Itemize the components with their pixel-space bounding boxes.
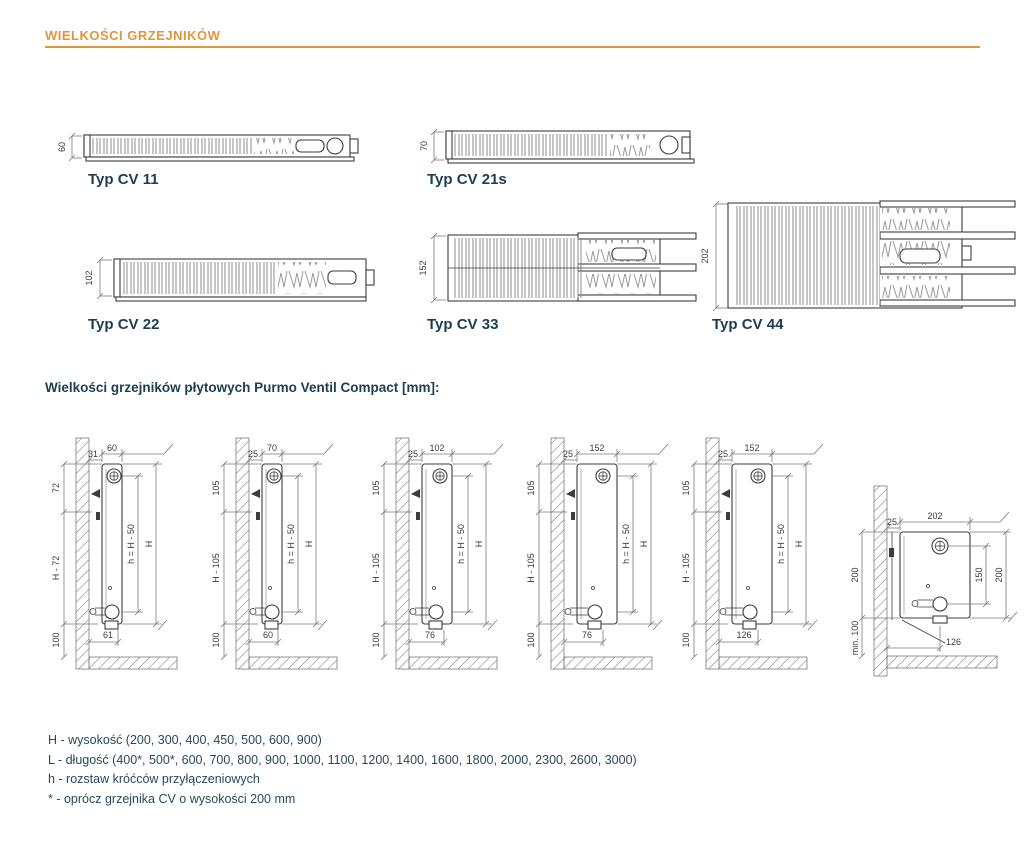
dim-top-width: 152 <box>589 443 605 453</box>
dim-middle: H - 105 <box>526 553 536 583</box>
cv11-type-label: Typ CV 11 <box>88 171 159 188</box>
cv22-height-dim: 102 <box>84 270 94 286</box>
cv11-side-diagram <box>46 424 201 692</box>
dim-middle: H - 105 <box>211 553 221 583</box>
cv21s-side-diagram <box>206 424 361 692</box>
dim-height-H: H <box>304 540 314 548</box>
dim-lower: 100 <box>51 632 61 648</box>
dim-height-H: H <box>639 540 649 548</box>
dim-wall-offset: 25 <box>717 449 729 459</box>
dim-top-width: 102 <box>429 443 445 453</box>
cv44-height-dim: 202 <box>700 248 710 264</box>
cv11-height-dim: 60 <box>57 141 67 153</box>
dim-top-width: 60 <box>106 443 118 453</box>
dim-top-width: 70 <box>266 443 278 453</box>
footnotes <box>48 731 637 809</box>
dim-middle: H - 105 <box>681 553 691 583</box>
dim-pipe-spacing: h = H - 50 <box>126 524 136 564</box>
dim-min-floor-clearance: min. 100 <box>850 620 860 656</box>
dim-bottom: 126 <box>736 630 752 640</box>
cv21s-cross-section-diagram <box>408 120 708 174</box>
dim-bottom: 60 <box>262 630 274 640</box>
dim-pipe-spacing: 150 <box>974 567 984 583</box>
dim-height-H: H <box>474 540 484 548</box>
page-title: WIELKOŚCI GRZEJNIKÓW <box>45 28 221 43</box>
dim-wall-offset: 31 <box>87 449 99 459</box>
cv21s-height-dim: 70 <box>419 140 429 152</box>
cv22-type-label: Typ CV 22 <box>88 316 160 333</box>
dim-wall-offset: 25 <box>247 449 259 459</box>
dim-upper: 105 <box>371 480 381 496</box>
dim-bottom: 76 <box>424 630 436 640</box>
cv11-cross-section-diagram <box>57 124 360 174</box>
dim-right-height: 200 <box>994 567 1004 583</box>
dim-pipe-spacing: h = H - 50 <box>621 524 631 564</box>
footnote-asterisk: * - oprócz grzejnika CV o wysokości 200 mm <box>48 791 296 806</box>
dim-bottom: 76 <box>581 630 593 640</box>
cv22-side-diagram <box>366 424 521 692</box>
dim-upper: 72 <box>51 482 61 494</box>
footnote-length: L - długość (400*, 500*, 600, 700, 800, 900, 1000, 1100, 1200, 1400, 1600, 1800, 2000, 2300, 2600, 3000) <box>48 752 637 767</box>
footnote-height: H - wysokość (200, 300, 400, 450, 500, 600, 900) <box>48 733 322 747</box>
title-underline <box>45 46 980 48</box>
cv44-type-label: Typ CV 44 <box>712 316 784 333</box>
dim-left-height: 200 <box>850 567 860 583</box>
dim-height-H: H <box>144 540 154 548</box>
dim-pipe-spacing: h = H - 50 <box>456 524 466 564</box>
dim-height-H: H <box>794 540 804 548</box>
cv33-cross-section-diagram <box>408 224 708 320</box>
dim-pipe-spacing: h = H - 50 <box>776 524 786 564</box>
dim-upper: 105 <box>526 480 536 496</box>
dim-middle: H - 72 <box>51 555 61 581</box>
dim-lower: 100 <box>211 632 221 648</box>
dim-middle: H - 105 <box>371 553 381 583</box>
dim-top-width: 152 <box>744 443 760 453</box>
cv33-side-diagram <box>521 424 676 692</box>
cv33-height-dim: 152 <box>418 260 428 276</box>
cv21s-type-label: Typ CV 21s <box>427 171 507 188</box>
dim-wall-offset: 25 <box>886 517 898 527</box>
cv44-side-diagram <box>676 424 831 692</box>
dim-pipe-spacing: h = H - 50 <box>286 524 296 564</box>
dim-wall-offset: 25 <box>407 449 419 459</box>
cv33-type-label: Typ CV 33 <box>427 316 499 333</box>
dim-lower: 100 <box>526 632 536 648</box>
cv44-cross-section-diagram <box>700 194 1027 322</box>
dim-wall-offset: 25 <box>562 449 574 459</box>
dim-bottom: 61 <box>102 630 114 640</box>
cv22-cross-section-diagram <box>80 246 380 312</box>
cv44-low-height-detail-diagram <box>848 468 1026 686</box>
dim-lower: 100 <box>681 632 691 648</box>
dim-lower: 100 <box>371 632 381 648</box>
footnote-pipe-spacing: h - rozstaw króćców przyłączeniowych <box>48 772 260 786</box>
dim-top-width: 202 <box>927 511 943 521</box>
dim-upper: 105 <box>211 480 221 496</box>
section-heading: Wielkości grzejników płytowych Purmo Ventil Compact [mm]: <box>45 380 440 395</box>
dim-upper: 105 <box>681 480 691 496</box>
dim-bottom: 126 <box>946 637 962 647</box>
